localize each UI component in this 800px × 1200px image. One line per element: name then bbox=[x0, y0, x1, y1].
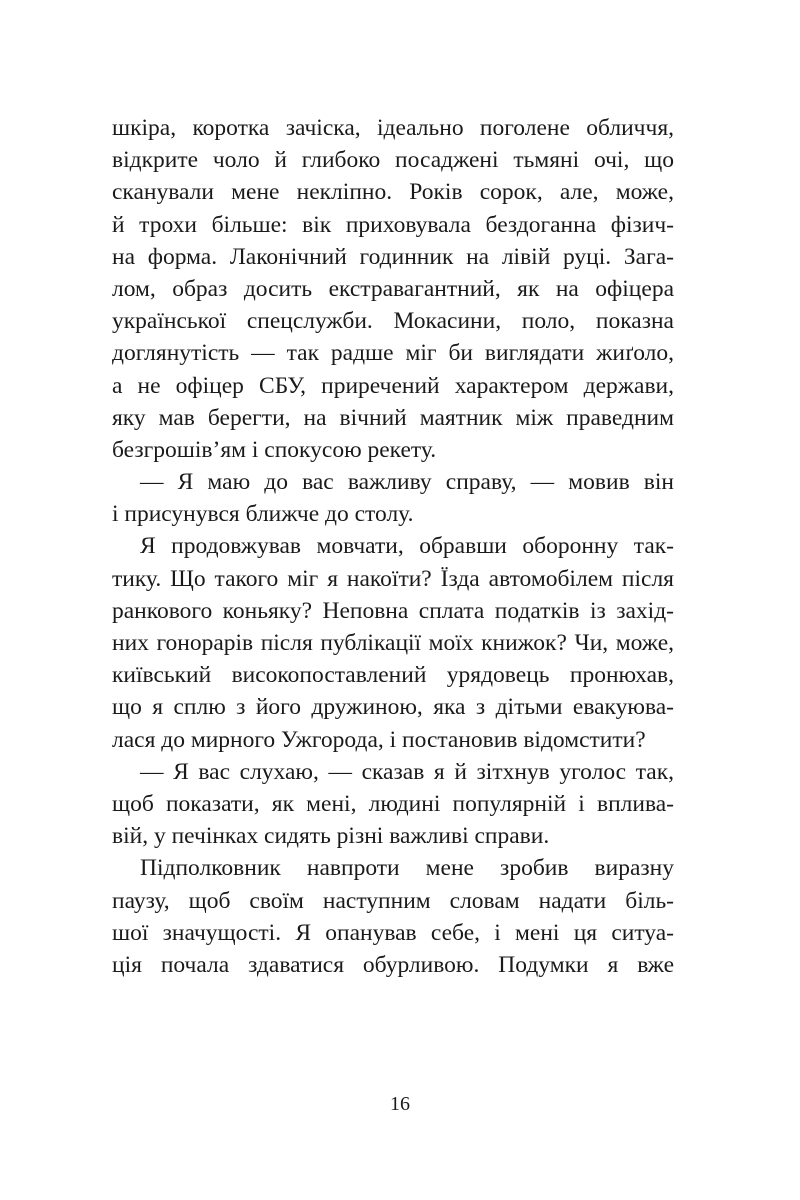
text-line: що я сплю з його дружиною, яка з дітьми евакуюва- bbox=[112, 694, 674, 721]
text-line: сканували мене некліпно. Років сорок, але, може, bbox=[112, 179, 674, 206]
text-line: а не офіцер СБУ, приречений характером держави, bbox=[112, 372, 674, 399]
text-line: — Я вас слухаю, — сказав я й зітхнув уголос так, bbox=[140, 758, 674, 785]
text-line: — Я маю до вас важливу справу, — мовив він bbox=[140, 469, 674, 496]
text-line: вій, у печінках сидять різні важливі справи. bbox=[112, 823, 550, 850]
text-line: на форма. Лаконічний годинник на лівій руці. Зага- bbox=[112, 243, 674, 270]
text-line: безгрошів’ям і спокусою рекету. bbox=[112, 436, 437, 463]
text-line: паузу, щоб своїм наступним словам надати біль- bbox=[112, 887, 674, 914]
text-line: лом, образ досить екстравагантний, як на офіцера bbox=[112, 275, 674, 302]
text-line: ранкового коньяку? Неповна сплата податків із захід- bbox=[112, 597, 674, 624]
text-line: і присунувся ближче до столу. bbox=[112, 501, 414, 528]
text-line: київський високопоставлений урядовець пронюхав, bbox=[112, 662, 674, 689]
text-line: тику. Що такого міг я накоїти? Їзда автомобілем після bbox=[112, 565, 674, 592]
text-line: Підполковник навпроти мене зробив виразну bbox=[140, 855, 674, 882]
text-line: лася до мирного Ужгорода, і постановив відомстити? bbox=[112, 726, 646, 753]
text-line: Я продовжував мовчати, обравши оборонну так- bbox=[140, 533, 674, 560]
text-line: шкіра, коротка зачіска, ідеально поголене обличчя, bbox=[112, 115, 674, 141]
text-line: української спецслужби. Мокасини, поло, показна bbox=[112, 308, 674, 335]
text-line: яку мав берегти, на вічний маятник між праведним bbox=[112, 404, 674, 431]
text-line: них гонорарів після публікації моїх книжок? Чи, може, bbox=[112, 630, 674, 656]
text-line: відкрите чоло й глибоко посаджені тьмяні очі, що bbox=[112, 147, 674, 174]
text-line: ція почала здаватися обурливою. Подумки я вже bbox=[112, 951, 674, 978]
text-line: щоб показати, як мені, людині популярній і вплива- bbox=[112, 790, 674, 817]
page-number: 16 bbox=[390, 1093, 410, 1115]
text-line: шої значущості. Я опанував себе, і мені ця ситуа- bbox=[112, 919, 674, 946]
body-text bbox=[112, 112, 674, 981]
text-line: доглянутість — так радше міг би виглядати жиґоло, bbox=[112, 340, 674, 367]
text-line: й трохи більше: вік приховувала бездоганна фізич- bbox=[112, 211, 674, 238]
